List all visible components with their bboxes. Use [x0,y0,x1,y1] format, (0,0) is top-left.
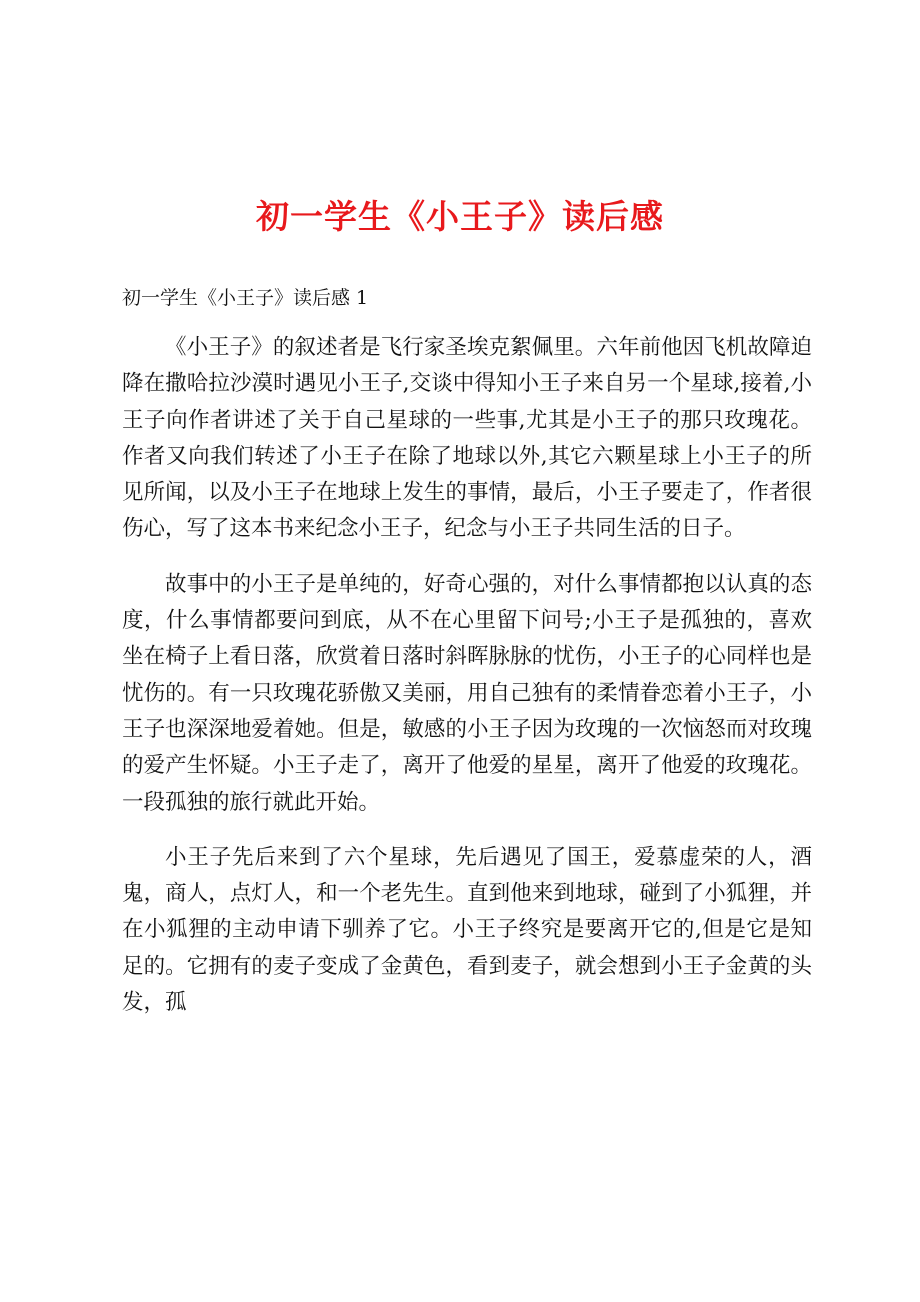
paragraph-1: 《小王子》的叙述者是飞行家圣埃克絮佩里。六年前他因飞机故障迫降在撒哈拉沙漠时遇见小王子,交谈中得知小王子来自另一个星球,接着,小王子向作者讲述了关于自己星球的一些事,尤其是小王子的那只玫瑰花。作者又向我们转述了小王子在除了地球以外,其它六颗星球上小王子的所见所闻，以及小王子在地球上发生的事情，最后，小王子要走了，作者很伤心，写了这本书来纪念小王子，纪念与小王子共同生活的日子。 [122,335,812,542]
paragraph-3: 小王子先后来到了六个星球，先后遇见了国王，爱慕虚荣的人，酒鬼，商人，点灯人，和一个老先生。直到他来到地球，碰到了小狐狸，并在小狐狸的主动申请下驯养了它。小王子终究是要离开它的,但是它是知足的。它拥有的麦子变成了金黄色，看到麦子，就会想到小王子金黄的头发，孤 [122,844,812,1016]
paragraph-2: 故事中的小王子是单纯的，好奇心强的，对什么事情都抱以认真的态度，什么事情都要问到底，从不在心里留下问号;小王子是孤独的，喜欢坐在椅子上看日落，欣赏着日落时斜晖脉脉的忧伤，小王子的心同样也是忧伤的。有一只玫瑰花骄傲又美丽，用自己独有的柔情眷恋着小王子，小王子也深深地爱着她。但是，敏感的小王子因为玫瑰的一次恼怒而对玫瑰的爱产生怀疑。小王子走了，离开了他爱的星星，离开了他爱的玫瑰花。一段孤独的旅行就此开始。 [122,571,812,815]
document-body [122,330,812,1040]
document-subtitle: 初一学生《小王子》读后感 1 [122,287,369,309]
document-title: 初一学生《小王子》读后感 [256,197,664,236]
